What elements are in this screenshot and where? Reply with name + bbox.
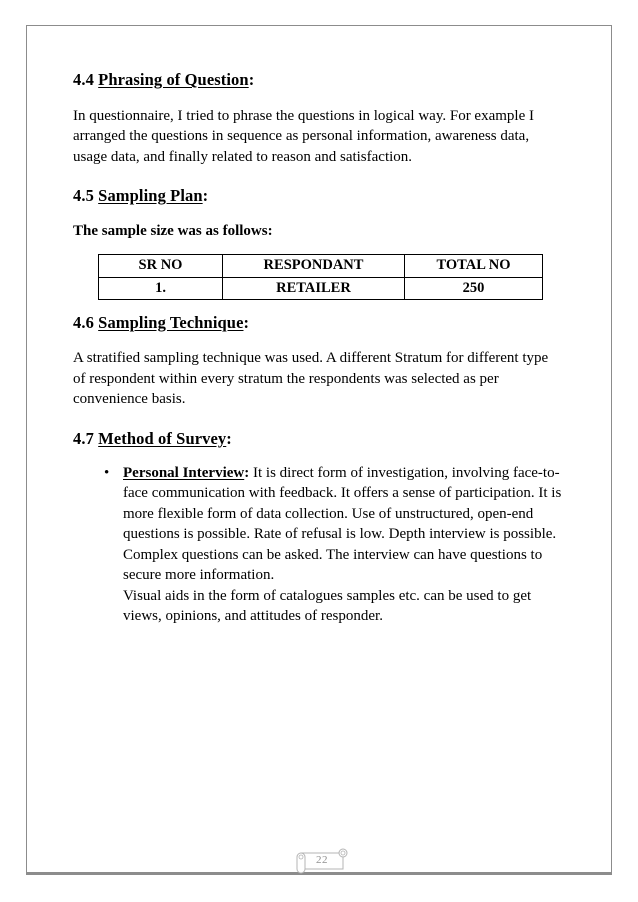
heading-4-7: [73, 429, 563, 450]
bullet-icon: •: [104, 464, 110, 481]
heading-4-5-colon: :: [202, 186, 209, 206]
heading-4-6-colon: :: [243, 312, 250, 332]
heading-4-5-title: Sampling Plan: [98, 186, 203, 206]
page-number-badge: [295, 845, 349, 875]
sample-size-lead: The sample size was as follows:: [73, 222, 273, 239]
paragraph-4-6: A stratified sampling technique was used. A different Stratum for different type of respondent within every stratum the respondents was selected as per convenience basis.: [73, 350, 549, 408]
heading-4-6-number: 4.6: [73, 312, 94, 332]
table-header-sr-no: SR NO: [99, 255, 223, 277]
table-row: [99, 277, 543, 299]
heading-4-6-title: Sampling Technique: [98, 312, 244, 332]
heading-4-7-colon: :: [226, 428, 232, 448]
survey-method-text-two: Complex questions can be asked. The interview can have questions to secure more information.: [123, 546, 543, 584]
heading-4-6: [73, 313, 563, 334]
survey-method-term-colon: :: [244, 464, 250, 481]
heading-4-4-colon: :: [248, 70, 255, 89]
heading-4-4: [73, 70, 563, 91]
heading-4-5-number: 4.5: [73, 186, 94, 206]
paragraph-4-4: In questionnaire, I tried to phrase the questions in logical way. For example I arranged the questions in sequence as personal information, awareness data, usage data, and finally related to reason and satisfaction.: [73, 107, 534, 165]
heading-4-4-title: Phrasing of Question: [98, 70, 249, 89]
page-number-text: 22: [316, 854, 328, 866]
table-cell-respondant: RETAILER: [223, 277, 405, 299]
survey-method-text-three: Visual aids in the form of catalogues samples etc. can be used to get views, opinions, and attitudes of responder.: [123, 587, 532, 625]
sample-size-table: [98, 254, 543, 299]
table-cell-sr-no: 1.: [99, 277, 223, 299]
survey-method-text: It is direct form of investigation, involving face-to-face communication with feedback. It offers a sense of participation. It is more flexible form of data collection. Use of unstructured, open-end questions is possible. Rate of refusal is low. Depth interview is possible.: [123, 464, 562, 543]
page-sheet: [26, 25, 612, 875]
document-body: [73, 70, 563, 627]
survey-method-term: Personal Interview: [123, 464, 245, 481]
table-header-respondant: RESPONDANT: [223, 255, 405, 277]
heading-4-7-title: Method of Survey: [98, 428, 227, 448]
table-cell-total-no: 250: [405, 277, 543, 299]
survey-method-list: [73, 463, 563, 627]
list-item: [104, 463, 563, 627]
table-header-row: [99, 255, 543, 277]
table-header-total-no: TOTAL NO: [405, 255, 543, 277]
heading-4-4-number: 4.4: [73, 70, 94, 89]
heading-4-5: [73, 186, 563, 207]
heading-4-7-number: 4.7: [73, 428, 94, 448]
